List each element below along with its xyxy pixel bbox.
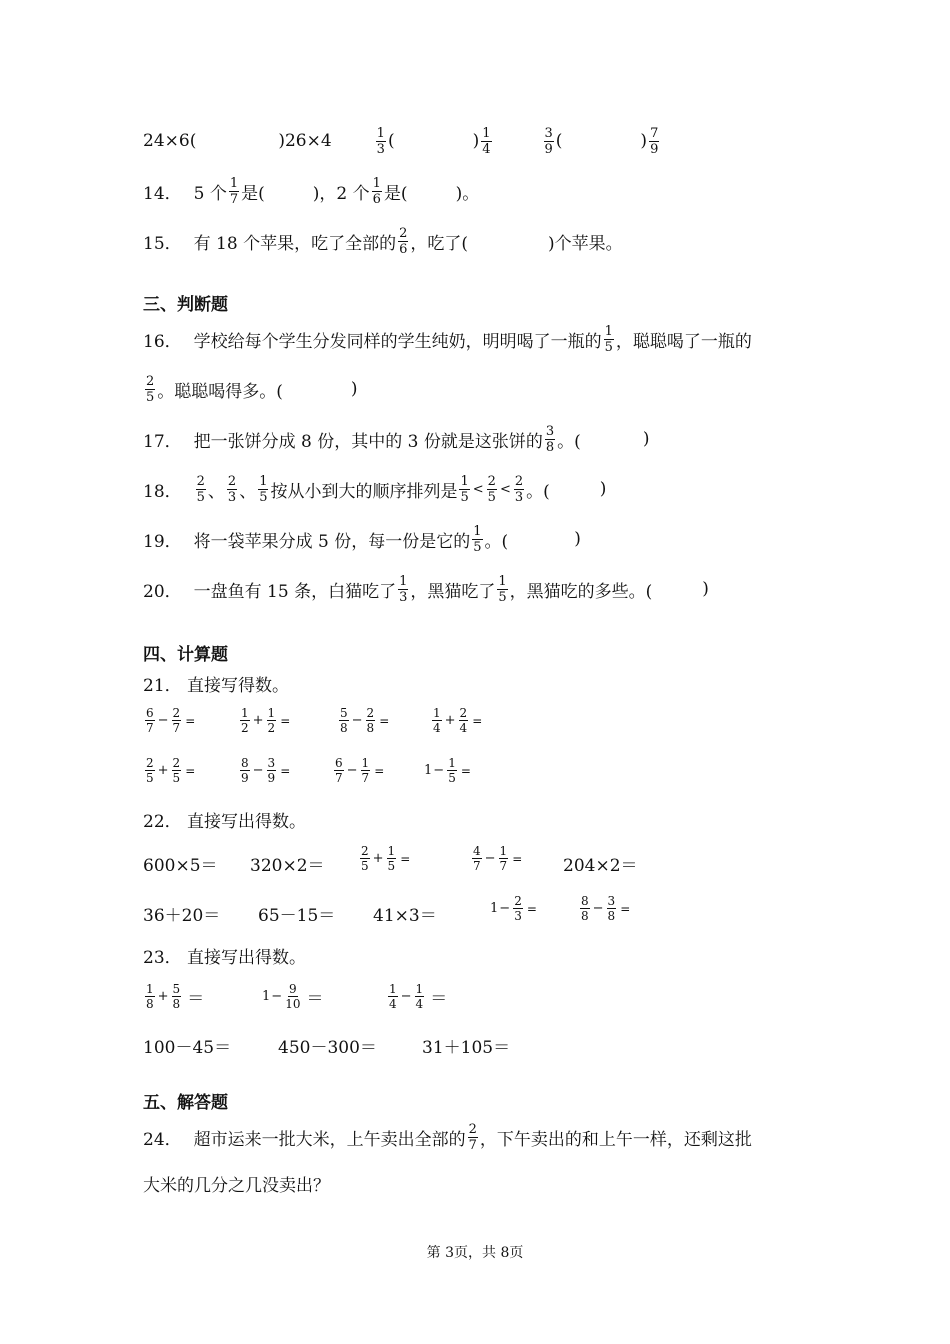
- expr: 65－15＝: [258, 905, 336, 926]
- question-text: 23． 直接写出得数。: [143, 947, 307, 968]
- question-number: 18．: [143, 481, 182, 502]
- fraction: $\frac{1}{3}$: [399, 573, 408, 605]
- expr: $\frac{6}{7}$ − $\frac{2}{7}$ =: [146, 706, 196, 735]
- expr: $\frac{1}{4}$ − $\frac{1}{4}$ ＝: [389, 982, 448, 1011]
- question-text: 学校给每个学生分发同样的学生纯奶，明明喝了一瓶的: [193, 331, 602, 352]
- question-21-title: [143, 666, 289, 700]
- compare-row: [143, 124, 661, 158]
- paren-open: (: [387, 131, 395, 151]
- question-16-cont: [143, 372, 358, 406]
- expr: 1 − $\frac{1}{5}$ =: [424, 756, 471, 785]
- question-text: ): [702, 579, 709, 599]
- question-text: ): [642, 429, 650, 449]
- expr: 1 − $\frac{2}{3}$ =: [490, 894, 537, 923]
- section-heading: 四、计算题: [143, 645, 228, 665]
- expr: 320×2＝: [250, 855, 325, 876]
- fraction: $\frac{3}{9}$: [544, 125, 553, 157]
- question-23-title: [143, 938, 306, 972]
- question-text: 21． 直接写得数。: [143, 675, 290, 696]
- expr: 100－45＝: [143, 1037, 232, 1058]
- expr: $\frac{2}{5}$ + $\frac{2}{5}$ =: [146, 756, 196, 785]
- expr: $\frac{2}{5}$ + $\frac{1}{5}$ =: [361, 844, 411, 873]
- question-17: [143, 422, 649, 456]
- paren-close: ): [640, 131, 648, 151]
- fraction: $\frac{2}{7}$: [468, 1121, 477, 1153]
- less-than: <: [472, 481, 484, 497]
- fraction: $\frac{7}{9}$: [650, 125, 659, 157]
- question-24: [143, 1120, 752, 1154]
- question-14: [143, 174, 479, 208]
- question-text: ，下午卖出的和上午一样，还剩这批: [479, 1129, 752, 1150]
- expr: $\frac{5}{8}$ − $\frac{2}{8}$ =: [340, 706, 390, 735]
- question-text: 、: [207, 481, 225, 502]
- question-number: 14．: [143, 183, 182, 204]
- question-24-cont: [143, 1166, 330, 1200]
- question-number: 15．: [143, 233, 182, 254]
- fraction: $\frac{1}{5}$: [604, 323, 613, 355]
- question-text: 。(: [484, 531, 509, 552]
- paren-close: ): [472, 131, 480, 151]
- expr: $\frac{8}{8}$ − $\frac{3}{8}$ =: [581, 894, 631, 923]
- question-text: 大米的几分之几没卖出？: [143, 1175, 330, 1196]
- expr: 600×5＝: [143, 855, 218, 876]
- fraction: $\frac{2}{5}$: [196, 473, 205, 505]
- question-text: 把一张饼分成 8 份，其中的 3 份就是这张饼的: [193, 431, 543, 452]
- question-text: )。: [455, 183, 480, 204]
- question-text: )个苹果。: [548, 233, 623, 254]
- question-number: 19．: [143, 531, 182, 552]
- expr: 204×2＝: [563, 855, 638, 876]
- section-heading: 五、解答题: [143, 1093, 228, 1113]
- expr: $\frac{1}{8}$ + $\frac{5}{8}$ ＝: [146, 982, 205, 1011]
- question-text: ): [350, 379, 358, 399]
- question-15: [143, 224, 623, 258]
- expr: $\frac{1}{4}$ + $\frac{2}{4}$ =: [433, 706, 483, 735]
- expr: $\frac{8}{9}$ − $\frac{3}{9}$ =: [241, 756, 291, 785]
- expr: 1 − $\frac{9}{10}$ ＝: [262, 982, 324, 1011]
- question-text: 按从小到大的顺序排列是: [270, 481, 458, 502]
- question-18: [143, 472, 606, 506]
- question-text: ，黑猫吃的多些。(: [509, 581, 653, 602]
- expr: 31＋105＝: [422, 1037, 511, 1058]
- compare-a: 24×6(: [143, 131, 197, 151]
- paren-open: (: [555, 131, 563, 151]
- question-text: 。(: [557, 431, 581, 452]
- question-22-title: [143, 802, 306, 836]
- fraction: $\frac{1}{5}$: [460, 473, 469, 505]
- question-text: 有 18 个苹果，吃了全部的: [193, 233, 397, 254]
- question-text: ，聪聪喝了一瓶的: [615, 331, 752, 352]
- fraction: $\frac{1}{4}$: [482, 125, 491, 157]
- expr: 41×3＝: [373, 905, 437, 926]
- expr: $\frac{1}{2}$ + $\frac{1}{2}$ =: [241, 706, 291, 735]
- expr: $\frac{4}{7}$ − $\frac{1}{7}$ =: [473, 844, 523, 873]
- question-text: ): [599, 479, 607, 499]
- question-text: 将一袋苹果分成 5 份，每一份是它的: [193, 531, 471, 552]
- expr: $\frac{6}{7}$ − $\frac{1}{7}$ =: [335, 756, 385, 785]
- question-number: 20．: [143, 581, 182, 602]
- question-text: 。聪聪喝得多。(: [157, 381, 283, 402]
- question-text: 、: [239, 481, 257, 502]
- question-19: [143, 522, 581, 556]
- fraction: $\frac{1}{3}$: [376, 125, 385, 157]
- fraction: $\frac{1}{5}$: [473, 523, 482, 555]
- question-text: 是(: [241, 183, 265, 204]
- question-20: [143, 572, 709, 606]
- fraction: $\frac{2}{5}$: [487, 473, 496, 505]
- question-text: ): [574, 529, 581, 549]
- question-16: [143, 322, 752, 356]
- expr: 36＋20＝: [143, 905, 221, 926]
- question-number: 16．: [143, 331, 182, 352]
- less-than: <: [499, 481, 511, 497]
- question-number: 17．: [143, 431, 182, 452]
- fraction: $\frac{2}{3}$: [514, 473, 524, 505]
- question-text: 一盘鱼有 15 条，白猫吃了: [193, 581, 397, 602]
- question-text: ，黑猫吃了: [410, 581, 496, 602]
- fraction: $\frac{1}{7}$: [229, 175, 239, 207]
- question-text: 5 个: [193, 183, 227, 204]
- question-text: 超市运来一批大米，上午卖出全部的: [193, 1129, 466, 1150]
- fraction: $\frac{1}{5}$: [259, 473, 268, 505]
- fraction: $\frac{1}{5}$: [498, 573, 507, 605]
- fraction: $\frac{2}{5}$: [146, 373, 155, 405]
- question-number: 24．: [143, 1129, 182, 1150]
- expr: 450－300＝: [278, 1037, 377, 1058]
- fraction: $\frac{3}{8}$: [545, 423, 555, 455]
- fraction: $\frac{1}{6}$: [372, 175, 381, 207]
- fraction: $\frac{2}{3}$: [227, 473, 237, 505]
- question-text: 是(: [383, 183, 408, 204]
- question-text: ，吃了(: [410, 233, 469, 254]
- fraction: $\frac{2}{6}$: [399, 225, 408, 257]
- section-heading: 三、判断题: [143, 295, 228, 315]
- compare-b: )26×4: [278, 131, 332, 151]
- page-footer: 第 3页，共 8页: [426, 1245, 524, 1261]
- question-text: 。(: [526, 481, 550, 502]
- question-text: 22． 直接写出得数。: [143, 811, 307, 832]
- question-text: )，2 个: [312, 183, 370, 204]
